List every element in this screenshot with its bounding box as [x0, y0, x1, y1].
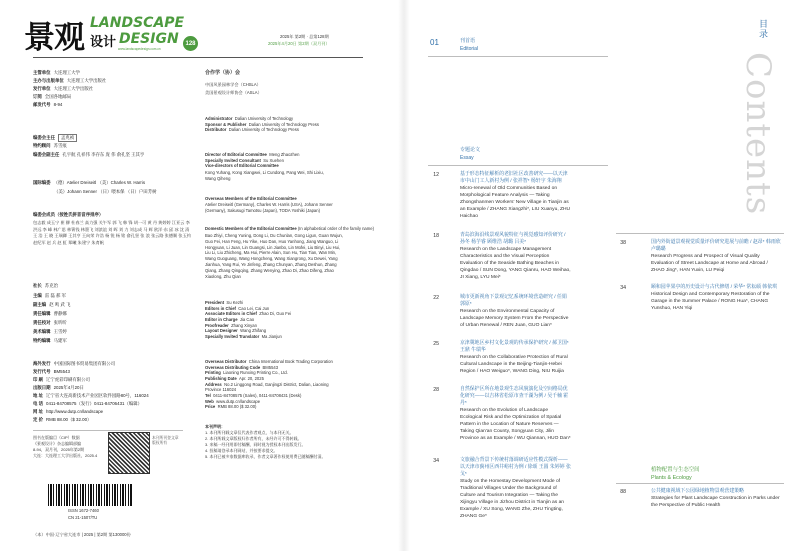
value: 0411-84708575（发行）0411-84706431（编辑） [46, 401, 143, 406]
value: Cao Lei, Cai Jun [238, 305, 270, 311]
toc-title-en: Strategies for Plant Landscape Construction in Parks under the Perspective of Public Health [651, 495, 780, 508]
value: Dalian University of Technology Press [228, 127, 299, 133]
barcode [48, 484, 133, 506]
plants-en: Plants & Ecology [651, 474, 692, 481]
masthead-url: www.landscapedesign.com.cn [118, 47, 161, 51]
label: Specially Invited Translator [205, 334, 260, 340]
value: 雷 磊 郝 军 [44, 293, 67, 298]
value: Ma Jianjun [261, 334, 282, 340]
divider [616, 483, 784, 484]
value: 辽宁虎彩印刷有限公司 [46, 377, 90, 382]
title-en-top: LANDSCAPE [90, 15, 185, 31]
value: Dalian University of Technology Press [248, 121, 319, 127]
issue-line: 2025年 第2期 · 总第128期 [280, 34, 329, 39]
toc-entry[interactable] [460, 172, 571, 221]
value: 大连理工大学出版社 [66, 78, 107, 83]
overseas-label: Overseas Members of the Editorial Committee [205, 196, 297, 201]
value: 全国各地邮局 [44, 94, 72, 99]
label: 美术编辑 [33, 329, 51, 334]
value: 苏克治 [44, 283, 58, 288]
label: 出版日期 [33, 385, 51, 390]
label: 发行代号 [33, 369, 51, 374]
label: Printing [205, 370, 221, 376]
members-list: 包志毅 成玉宁 崔 柳 杜春兰 高力强 关午军 郭 飞 韩 锋 胡一可 黄 丹 黄婷婷 江亚云 李洪远 李 峰 林广思 林箐钱 林墨飞 刘滨谊 刘 晖 刘 力 刘志成 马 辉 欧洋·东 邱 冰 沈 清 王 浩 王 晓 王瑞卿 王其亨 王向荣 许浩 杨 锐 杨 铭 俞孔坚 张 浪 张云路 张德顺 张玉钧 赵纪军 赵 兵 赵 虹 郑曦 朱建宁 朱育帆 [33, 220, 191, 245]
label: 海外发行 [33, 361, 51, 366]
toc-title-zh: 公共健康视域下公园绿地植物景观营建策略 [651, 489, 744, 494]
toc-title-en: Research Progress and Prospect of Visual Quality Evaluation of Street Landscape at Home and Abroad / ZHAO Jing*, HAN Yuxin, LU Peiqi [651, 253, 768, 273]
qr-caption-line: 本刊所刊登文章 [152, 436, 179, 440]
toc-title-en: Research on the Environmental Capacity of Landscape Memory System From the Perspective of Urban Renewal / REN Juan, GUO Lian* [460, 308, 569, 328]
toc-title-en: Micro-renewal of Old Communities Based on Morphological Feature Analysis — Taking Zhongshanmen Workers' New Village in Tianjin as an Example / ZHANG Xiangzhi*, LIU Xuanyu, ZHU Haichao [460, 185, 571, 219]
toc-entry[interactable] [460, 387, 571, 443]
title-en-bottom: DESIGN [119, 31, 179, 47]
distribution-en [205, 359, 345, 410]
label: 电 话 [33, 401, 44, 406]
label: 社长 [33, 283, 42, 288]
date-line: 2025年4月20日 第2期（双月刊） [268, 41, 330, 46]
value: 0411-84708575 (Sales), 0411-84708431 (Desk) [213, 393, 302, 399]
value: No.2 Linggong Road, Ganjingzi District, Dalian, Liaoning Province 116024 [205, 381, 329, 393]
label: Overseas Distributing Code [205, 364, 261, 370]
value: Su Kezhi [226, 300, 244, 305]
toc-title-zh: 颐和园苹果亭的历史设计与古代修缮 / 荣华* 常耘硕 韩依琪 [651, 285, 778, 290]
label: 主办与出版单位 [33, 78, 64, 83]
value: 中国国际图书贸易集团有限公司 [53, 361, 116, 366]
value: Meng Zhaozhen [269, 152, 300, 157]
label: Layout Designer [205, 328, 238, 334]
value: Su Xuehen [263, 157, 284, 163]
label: 地 址 [33, 393, 44, 398]
domestic-value: Bao Zhiyi, Cheng Yuning, Dong Li, Du Chunlan, Gong Ligun, Guan Wujun, Guo Fei, Han Feng, Hu Yike, Huo Dan, Huo Yanhong, Jiang Wanguo, Li Hongyuan, Li Juan, Lin Guangsi, Lin Jianbo, Lin Mofei, Liu Binyi, Liu Hui, Liu Li, Liu Zhicheng, Ma Hui, Pierre Alain, Sun Hu, Tian Tian, Wan Min, Wang Guoguang, Wang Hongcheng, Wang Xiangrong, Xu Dewei, Yang Jianhua, Yang Rui, Ye Jinfeng, Zhang Chunyan, Zhang Deshun, Zhang Qiang, Zhang Qingqing, Zhang Wenying, Zhao Di, Zhao Difeng, Zhao Xiaolong, Zhu Qian [205, 233, 343, 279]
qr-caption [152, 436, 179, 447]
divider [33, 430, 183, 431]
label: 责任编辑 [33, 311, 51, 316]
toc-title-zh: 青岛滨海沿线景观风貌特征与视觉感知评价研究 / 孙冬 杨芋睿 顾维浩 胡璐 吕美* [460, 233, 566, 245]
toc-page: 34 [433, 458, 439, 464]
issn-line2: CN 21-1507/TU [68, 515, 98, 520]
toc-title-zh: 京津冀地区乡村文化景观的传承保护研究 / 郝卫国* 王鼎 牛瑞华 [460, 341, 569, 353]
toc-title-en: Historical Design and Contemporary Restoration of the Garage in the Summer Palace / RONG Hua*, CHANG Yunshuo, HAN Yiqi [651, 291, 770, 311]
note-line: 5. 本刊已被多家数据库收录，作者文章著作权使用费已随稿酬付清。 [205, 454, 326, 459]
press-block [205, 300, 291, 340]
plants-category [651, 467, 700, 482]
cooperation-line: 美国景观设计师协会（ASLA） [205, 90, 262, 95]
toc-title-zh: 城市更新视角下景观记忆系统环境营造研究 / 任娟 郭原* [460, 295, 567, 307]
label: 责任校对 [33, 320, 51, 325]
imprint-line: 《景观设计》杂志编辑部编 [33, 441, 81, 446]
value: BM5543 [53, 369, 70, 374]
editorial-vice [33, 152, 144, 158]
label: Publishing Date [205, 376, 237, 382]
value: 张昕昕 [53, 320, 67, 325]
value: 孔宇航 孔祥伟 李存东 庞 伟 俞孔坚 王其亨 [62, 152, 145, 157]
note-line: 2. 本刊所载文章版权归作者所有，未经许可不得转载。 [205, 436, 302, 441]
label: 发行单位 [33, 86, 51, 91]
divider [616, 233, 784, 234]
value: 王雪婷 [53, 329, 67, 334]
toc-page: 34 [620, 285, 626, 291]
qr-caption-line: 版权所有 [152, 441, 168, 446]
label: Distributor [205, 127, 227, 133]
title-cn: 景观 [24, 20, 84, 56]
label: Tel [205, 393, 211, 399]
label: Specially Invited Consultant [205, 157, 261, 163]
section01-number: 01 [430, 38, 439, 47]
value: Wang Zhifang [240, 328, 267, 334]
value: 大连理工大学 [53, 70, 80, 75]
label: 网 址 [33, 409, 44, 414]
value: http://www.dutp.cn/landscape [46, 409, 104, 414]
qr-code [108, 432, 150, 474]
editorial-exec [33, 143, 67, 149]
toc-entry[interactable] [460, 341, 571, 376]
label: 主编 [33, 293, 42, 298]
label: 定 价 [33, 417, 44, 422]
toc-page: 38 [620, 240, 626, 246]
label: Editor in Charge [205, 317, 238, 323]
toc-title-en: Study on the Homestay Development Mode of Traditional Villages Under the Background of Culture and Tourism Integration — Taking the Xijingyu Village in Jizhou District in Tianjin as an Example / XU Song, WANG Zhe, ZHU Tingting, ZHANG Ge* [460, 478, 565, 519]
page-gutter [398, 0, 410, 551]
note-line: 3. 来稿一经刊用即付稿酬，同时视为授权本刊出版发行。 [205, 442, 306, 447]
note-line: 1. 本刊所刊载文章仅代表作者观点，与本刊无关。 [205, 430, 294, 435]
toc-title-zh: 文旅融合背景下传统村落调研适应性模式探析——以天津市蓟州区西井峪村为例 / 徐颂 王圆 朱婷婷 张戈* [460, 458, 571, 477]
issue-badge: 128 [183, 36, 198, 51]
value: Jia Cao [239, 317, 255, 323]
imprint-line: 大连：大连理工大学出版社，2025.4 [33, 453, 98, 458]
label: 编委会成员（按姓氏拼音音序排序） [33, 212, 104, 217]
label: 国际编委 [33, 180, 51, 185]
label: 邮发代号 [33, 102, 51, 107]
value: 2025年4月20日 [53, 385, 84, 390]
contents-vertical: Contents [738, 52, 778, 216]
divider [428, 165, 608, 166]
admin-block [205, 116, 319, 133]
label: Administrator [205, 116, 233, 121]
editorial-chief [33, 134, 77, 142]
section01-en: Editorial [460, 46, 479, 52]
value: 赵 鸣 武 飞 [49, 302, 71, 307]
toc-title-zh: 自然保护区所在地景观生态风貌演化及空间格局优化研究——以吉林省松原市查干湖为例 / 吴千楠 霍丹* [460, 387, 569, 406]
vice-value: Kong Yuhang, Kong Xiangwei, Li Cundong, Pang Wei, Shi Lixiu, Wang Qiheng [205, 170, 324, 181]
intl-editors-2: （美）Johann Senner （日）喂本保 （日）户田芳树 [54, 189, 157, 194]
label: 特约顾问 [33, 143, 51, 148]
notes [205, 424, 353, 460]
value: 曹静娜 [53, 311, 67, 316]
label: Proofreader [205, 322, 229, 328]
domestic-heading [205, 226, 374, 232]
label: Vice-directors of Editorial Committee [205, 163, 279, 169]
value: （德）Atelier Dreiseitl （美）Charles W. Harris [53, 180, 146, 185]
mulu-heading: 目录 [759, 19, 769, 39]
label: Web [205, 398, 214, 404]
label: Editors in Chief [205, 305, 236, 311]
label: 副主编 [33, 302, 47, 307]
label: 主管单位 [33, 70, 51, 75]
directors-block [205, 152, 299, 169]
label: Price [205, 404, 216, 410]
label: 特约编辑 [33, 338, 51, 343]
value: Zhang Xinyan [231, 322, 257, 328]
divider [428, 56, 608, 57]
toc-page: 88 [620, 489, 626, 495]
toc-entry[interactable] [651, 489, 781, 510]
title-cn-small: 设计 [90, 35, 117, 50]
value: Zhao Di, Guo Fei [259, 311, 292, 317]
label: Sponsor & Publisher [205, 121, 247, 127]
toc-title-en: Research on the Landscape Management Characteristics and the Visual Perception Evaluation of the Seaside Bathing Beaches in Qingdao / SUN Dong, YANG Qianru, HAO Weihao, JI Xiang, LYU Mei* [460, 246, 571, 280]
value: 马建军 [53, 338, 67, 343]
value: BM5543 [262, 364, 279, 370]
overseas-value: Atelier Dreiseitl (Germany), Charles W. Harris (USA), Johann Senner (Germany), Sakusugi Tamotsu (Japan), TODA Yoshiki (Japan) [205, 202, 333, 213]
toc-page: 28 [433, 387, 439, 393]
toc-entry[interactable] [460, 458, 571, 521]
value: 苏雪痕 [53, 143, 67, 148]
value: RMB 88.00（$ 32.00） [46, 417, 92, 422]
label: Overseas Distributor [205, 359, 247, 364]
footer-left: （本）中国·辽宁省大连市 | 2025 | 第2期 第130000份 [33, 532, 131, 537]
label: Associate Editors in Chief [205, 311, 257, 317]
value: Dalian University of Technology [234, 116, 294, 121]
toc-page: 25 [433, 341, 439, 347]
toc-title-en: Research on the Collaborative Protection of Rural Cultural Landscape in the Beijing-Tianjin-Hebei Region / HAO Weiguo*, WANG Ding, NIU Ruijia [460, 354, 568, 374]
section01-cn: 刊首语 [460, 38, 476, 44]
imprint-notes [33, 435, 101, 459]
value: RMB 88.00 ($ 32.00) [217, 404, 257, 410]
value: China International Book Trading Corporation [248, 359, 333, 364]
note: (In alphabetical order of the family name) [297, 226, 374, 231]
value: 8-94 [53, 102, 63, 107]
note-line: 4. 投稿请登录本刊网站，并按要求提交。 [205, 448, 278, 453]
label: Domestic Members of the Editorial Committee [205, 226, 297, 231]
value: www.dutp.cn/landscape [216, 398, 261, 404]
plants-cn: 植物配置与生态空间 [651, 467, 700, 473]
label: 订阅 [33, 94, 42, 99]
toc-page: 22 [433, 295, 439, 301]
value: 辽宁省大连高新技术产业园区软件园路80号，116024 [46, 393, 149, 398]
toc-entry[interactable] [651, 240, 781, 275]
imprint-line: 8-94，双月刊，2025年第2期 [33, 447, 85, 452]
value: Apr. 20, 2025 [238, 376, 264, 382]
essay-cn: 专题论文 [460, 147, 481, 153]
members-label [33, 212, 106, 218]
toc-title-zh: 基于形态特征解析的老旧社区改善研究——以天津市中山门工人新村为例 / 张祥智* 杨轩宇 朱海翔 [460, 172, 568, 184]
toc-title-zh: 国内外街道景观视觉质量评价研究进展与前瞻 / 赵昂* 韩雨欣 卢璐璐 [651, 240, 781, 252]
toc-page: 12 [433, 172, 439, 178]
cooperation-heading: 合作学（协）会 [205, 70, 241, 76]
masthead-divider [33, 57, 363, 58]
label: 编委会副主任 [33, 152, 60, 157]
value: Liaoning Runxing Printing Co., Ltd. [223, 370, 288, 376]
label: Director of Editorial Committee [205, 152, 267, 157]
imprint-heading: 图书在版编目（CIP）数据 [33, 435, 80, 440]
issn-line1: ISSN 1672-7460 [68, 508, 99, 513]
toc-page: 18 [433, 233, 439, 239]
label: President [205, 300, 225, 305]
label: 编委会主任 [33, 135, 55, 140]
toc-entry[interactable] [460, 295, 571, 330]
label: 印 刷 [33, 377, 44, 382]
essay-en: Essay [460, 155, 474, 161]
toc-entry[interactable] [651, 285, 781, 313]
value: 孟兆祯 [58, 134, 77, 142]
intl-editors [33, 180, 145, 186]
label: Address [205, 381, 222, 387]
toc-entry[interactable] [460, 233, 571, 282]
value: 大连理工大学出版社 [53, 86, 94, 91]
cooperation-line: 中国风景园林学会（CHSLA） [205, 82, 261, 87]
notes-heading: 本刊声明： [205, 424, 225, 429]
toc-title-en: Research on the Evolution of Landscape Ecological Risk and the Optimization of Spatial Pattern in the Location of Nature Reserves — Taking Qian'an County, Songyuan City, Jilin Province as an Example / WU Qiannan, HUO Dan* [460, 407, 571, 441]
